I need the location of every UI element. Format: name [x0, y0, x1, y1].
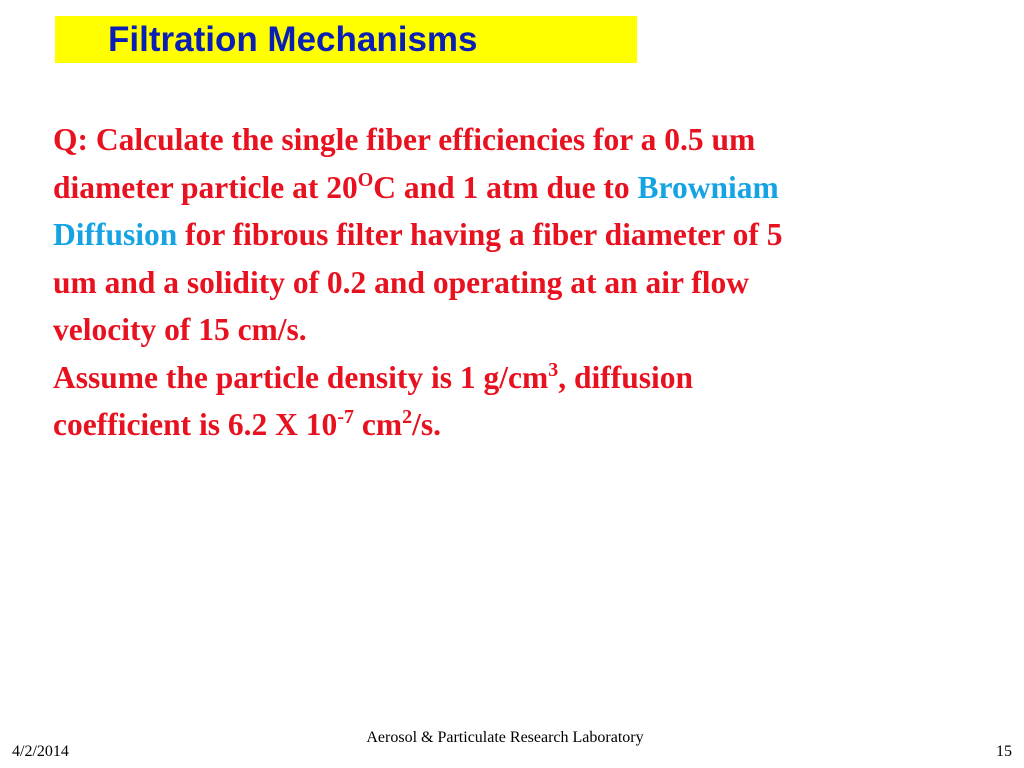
- question-line-1-text: Q: Calculate the single fiber efficiencies for a 0.5 um: [53, 122, 756, 157]
- question-line-1: [53, 116, 1003, 164]
- highlight-brownian: Browniam: [637, 169, 779, 205]
- question-line-2-text-b: C and 1 atm due to: [373, 169, 638, 205]
- square-superscript: 2: [402, 406, 413, 428]
- question-text: [53, 116, 1003, 449]
- question-line-5: [53, 306, 1003, 354]
- assumption-line-2: [53, 401, 1003, 449]
- assumption-line-1-text-a: Assume the particle density is 1 g/cm: [53, 359, 549, 395]
- footer-page-number: 15: [996, 743, 1012, 760]
- question-line-2: [53, 164, 1003, 212]
- cubic-superscript: 3: [548, 358, 559, 381]
- assumption-line-2-text-a: coefficient is 6.2 X 10: [53, 407, 338, 442]
- slide-title: Filtration Mechanisms: [108, 20, 478, 59]
- question-line-4-text: um and a solidity of 0.2 and operating at an air flow: [53, 264, 749, 300]
- degree-superscript: O: [357, 168, 374, 191]
- question-line-4: [53, 259, 1003, 307]
- assumption-line-2-text-b: cm: [353, 407, 403, 442]
- footer-lab-name: Aerosol & Particulate Research Laboratory: [366, 729, 644, 746]
- exponent-superscript: -7: [337, 406, 354, 428]
- question-line-2-text-a: diameter particle at 20: [53, 169, 358, 205]
- assumption-line-1: [53, 354, 1003, 402]
- footer-date: 4/2/2014: [12, 743, 69, 760]
- highlight-diffusion: Diffusion: [53, 217, 178, 252]
- question-line-3-text: for fibrous filter having a fiber diameter of 5: [177, 217, 783, 252]
- question-line-3: [53, 211, 1003, 259]
- assumption-line-2-text-c: /s.: [412, 407, 441, 442]
- question-line-5-text: velocity of 15 cm/s.: [53, 312, 307, 347]
- assumption-line-1-text-b: , diffusion: [558, 359, 694, 395]
